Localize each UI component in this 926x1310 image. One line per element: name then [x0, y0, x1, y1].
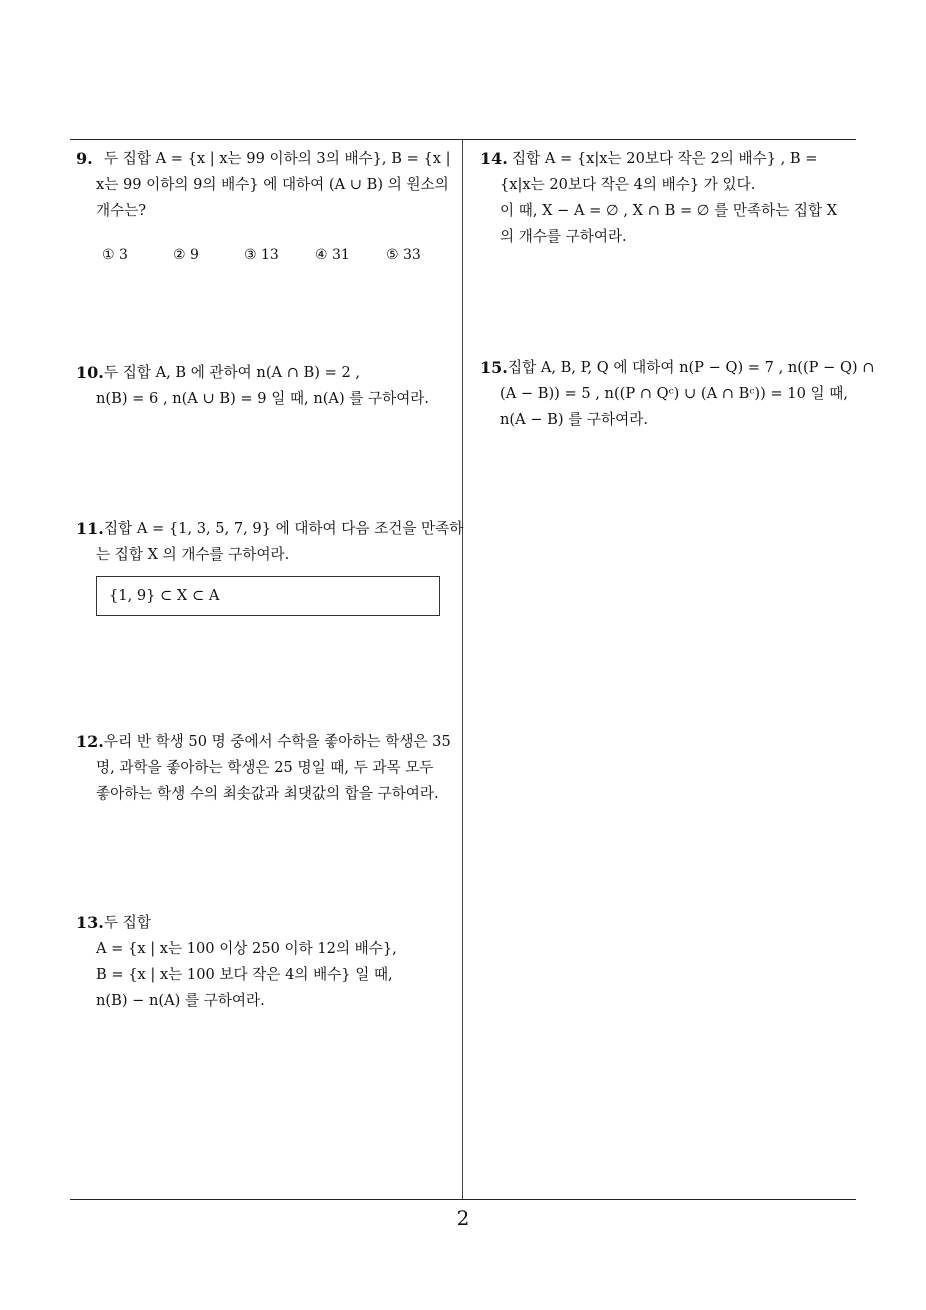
page-number: 2 [456, 1206, 470, 1230]
problem-11 [76, 516, 464, 616]
problem-text-line: 집합 A = {x|x는 20보다 작은 2의 배수} , B = [512, 150, 818, 167]
problem-13 [76, 910, 460, 1014]
choice-2[interactable]: ② 9 [173, 247, 199, 263]
problem-text-line: 집합 A = {1, 3, 5, 7, 9} 에 대하여 다음 조건을 만족하 [104, 520, 464, 537]
problem-text-line: 이 때, X − A = ∅ , X ∩ B = ∅ 를 만족하는 집합 X [500, 202, 838, 219]
problem-text-line: n(B) = 6 , n(A ∪ B) = 9 일 때, n(A) 를 구하여라. [96, 390, 430, 407]
problem-text-line: (A − B)) = 5 , n((P ∩ Qᶜ) ∪ (A ∩ Bᶜ)) = 10 일 때, [500, 385, 848, 402]
problem-text-line: 두 집합 [104, 914, 151, 931]
problem-12 [76, 729, 460, 807]
choice-5[interactable]: ⑤ 33 [386, 247, 421, 263]
problem-text-line: 명, 과학을 좋아하는 학생은 25 명일 때, 두 과목 모두 [96, 759, 434, 776]
problem-number: 14. [480, 149, 508, 168]
problem-text-line: n(B) − n(A) 를 구하여라. [96, 992, 265, 1009]
choice-1[interactable]: ① 3 [102, 247, 128, 263]
choice-4[interactable]: ④ 31 [315, 247, 350, 263]
problem-9 [76, 146, 460, 268]
problem-10 [76, 360, 460, 412]
bottom-rule [70, 1199, 856, 1200]
problem-number: 9. [76, 149, 93, 168]
problem-15 [480, 355, 875, 433]
problem-text-line: x는 99 이하의 9의 배수} 에 대하여 (A ∪ B) 의 원소의 [96, 176, 449, 193]
top-rule [70, 139, 856, 140]
problem-text-line: 두 집합 A = {x | x는 99 이하의 3의 배수}, B = {x | [104, 150, 451, 167]
problem-text-line: 는 집합 X 의 개수를 구하여라. [96, 546, 290, 563]
problem-number: 11. [76, 519, 104, 538]
problem-text-line: 좋아하는 학생 수의 최솟값과 최댓값의 합을 구하여라. [96, 785, 439, 802]
answer-choices [76, 242, 460, 268]
problem-text-line: n(A − B) 를 구하여라. [500, 411, 648, 428]
problem-text-line: 의 개수를 구하여라. [500, 228, 627, 245]
problem-text-line: A = {x | x는 100 이상 250 이하 12의 배수}, [96, 940, 397, 957]
problem-text-line: 개수는? [96, 202, 147, 219]
choice-3[interactable]: ③ 13 [244, 247, 279, 263]
problem-number: 15. [480, 358, 508, 377]
problem-text-line: B = {x | x는 100 보다 작은 4의 배수} 일 때, [96, 966, 393, 983]
problem-text-line: 두 집합 A, B 에 관하여 n(A ∩ B) = 2 , [104, 364, 361, 381]
problem-text-line: 집합 A, B, P, Q 에 대하여 n(P − Q) = 7 , n((P − Q) ∩ [508, 359, 875, 376]
problem-14 [480, 146, 860, 250]
problem-number: 13. [76, 913, 104, 932]
problem-text-line: 우리 반 학생 50 명 중에서 수학을 좋아하는 학생은 35 [104, 733, 451, 750]
problem-number: 10. [76, 363, 104, 382]
problem-number: 12. [76, 732, 104, 751]
column-divider [462, 139, 463, 1199]
condition-box: {1, 9} ⊂ X ⊂ A [96, 576, 440, 616]
problem-text-line: {x|x는 20보다 작은 4의 배수} 가 있다. [500, 176, 756, 193]
